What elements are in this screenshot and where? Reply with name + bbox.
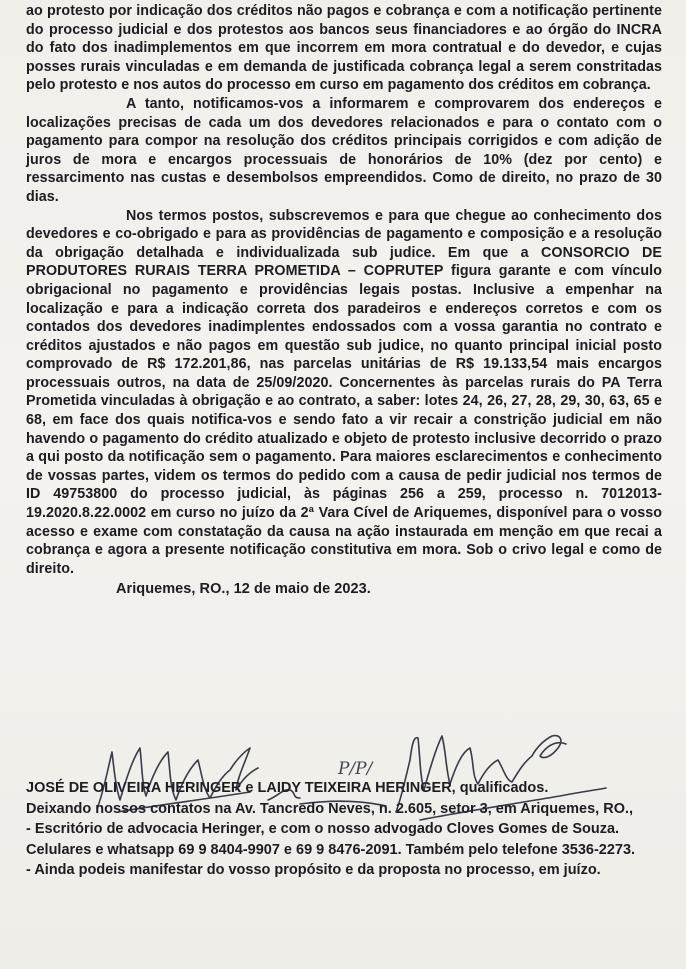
date-line: Ariquemes, RO., 12 de maio de 2023.: [116, 581, 371, 598]
paragraph-notification: A tanto, notificamos-vos a informarem e comprovarem dos endereços e localizações precisas de cada um dos devedores relacionados e para o contato com o pagamento para compor na resolução dos créditos principais corrigidos e com adição de juros de mora e encargos processuais de honorários de 10% (dez por cento) e ressarcimento nas custas e desembolsos empreendidos. Como de direito, no prazo de 30 dias.: [26, 95, 662, 205]
signature-initials: P/P/: [338, 759, 373, 779]
document-body: [26, 2, 662, 599]
office-line: - Escritório de advocacia Heringer, e com o nosso advogado Cloves Gomes de Souza.: [26, 821, 620, 837]
paragraph-terms: Nos termos postos, subscrevemos e para que chegue ao conhecimento dos devedores e co-obrigado e para as providências de pagamento e composição e a resolução da obrigação detalhada e individualizada sub judice. Em que a CONSORCIO DE PRODUTORES RURAIS TERRA PROMETIDA – COPRUTEP figura garante e com vínculo obrigacional no pagamento e providências legais postas. Inclusive a empenhar na localização e para a indicação correta dos paradeiros e endereços corretos e com os contados dos devedores inadimplentes endossados com a vossa garantia no contrato e créditos ajustados e não pagos em questão sub judice, no quanto principal inicial posto comprovado de R$ 172.201,86, nas parcelas unitárias de R$ 19.133,54 mais encargos processuais outros, na data de 25/09/2020. Concernentes às parcelas rurais do PA Terra Prometida vinculadas à obrigação e ao contrato, a saber: lotes 24, 26, 27, 28, 29, 30, 63, 65 e 68, em face dos quais notifica-vos e sendo fato a vir recair a constrição judicial em não havendo o pagamento do crédito atualizado e objeto de protesto inclusive decorrido o prazo a qui posto da notificação sem o pagamento. Para maiores esclarecimentos e conhecimento de vossas partes, videm os termos do pedido com a causa de pedir judicial nos termos de ID 49753800 do processo judicial, às páginas 256 a 259, processo n. 7012013-19.2020.8.22.0002 em curso no juízo da 2ª Vara Cível de Ariquemes, disponível para o vosso acesso e exame com constatação da causa na ação instaurada em menção em que recai a cobrança e agora a presente notificação constitutiva em mora. Sob o crivo legal e como de direito.: [26, 207, 662, 577]
signatories-line: JOSÉ DE OLIVEIRA HERINGER e LAIDY TEIXEIRA HERINGER, qualificados.: [26, 780, 549, 796]
paragraph-protest: ao protesto por indicação dos créditos não pagos e cobrança e com a notificação pertinente do processo judicial e dos protestos aos bancos seus financiadores e ao órgão do INCRA do fato dos inadimplementos em que incorrem em mora contratual e do devedor, e cujas posses rurais vinculadas e em demanda de justificada cobrança legal a serem constritadas pelo protesto e nos autos do processo em curso em pagamento dos créditos em cobrança.: [26, 3, 662, 94]
phones-line: Celulares e whatsapp 69 9 8404-9907 e 69 9 8476-2091. Também pelo telefone 3536-2273.: [26, 841, 636, 858]
closing-line: - Ainda podeis manifestar do vosso propósito e da proposta no processo, em juízo.: [26, 862, 601, 878]
address-line: Deixando nossos contatos na Av. Tancredo Neves, n. 2.605, setor 3, em Ariquemes, RO.,: [26, 800, 634, 817]
signature-block: [26, 778, 676, 881]
